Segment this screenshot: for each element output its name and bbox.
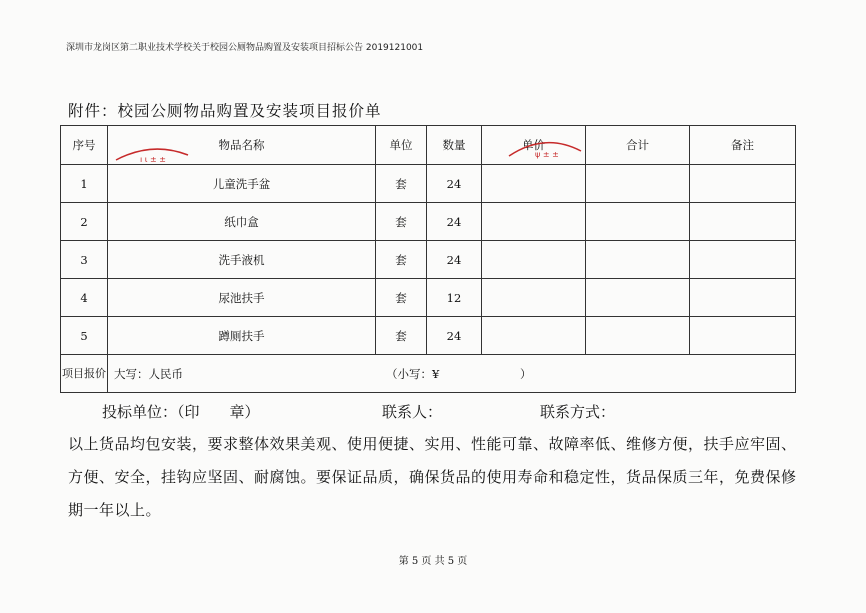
contact-method-label: 联系方式：	[540, 403, 616, 421]
cell-price	[482, 279, 586, 317]
table-row	[61, 317, 796, 355]
cell-name: 尿池扶手	[108, 279, 376, 317]
summary-row	[61, 355, 796, 393]
cell-total	[586, 279, 690, 317]
running-header: 深圳市龙岗区第二职业技术学校关于校园公厕物品购置及安装项目招标公告 2019121001	[66, 43, 424, 53]
cell-name: 洗手液机	[108, 241, 376, 279]
summary-uppercase: 大写：人民币	[114, 367, 183, 381]
cell-unit: 套	[376, 279, 427, 317]
column-header-name: 物品名称	[108, 126, 376, 165]
cell-no: 4	[61, 279, 108, 317]
cell-price	[482, 317, 586, 355]
table-header-row	[61, 126, 796, 165]
column-header-unit: 单位	[376, 126, 427, 165]
cell-note	[690, 279, 796, 317]
cell-qty: 24	[427, 317, 482, 355]
cell-no: 1	[61, 165, 108, 203]
svg-text:ψ ± ±: ψ ± ±	[535, 150, 559, 159]
cell-name: 儿童洗手盆	[108, 165, 376, 203]
cell-price	[482, 203, 586, 241]
cell-unit: 套	[376, 317, 427, 355]
summary-cell	[108, 355, 796, 393]
svg-text:ı ι ± ±: ı ι ± ±	[140, 155, 166, 164]
cell-name: 蹲厕扶手	[108, 317, 376, 355]
table-row	[61, 203, 796, 241]
requirements-note: 以上货品均包安装，要求整体效果美观、使用便捷、实用、性能可靠、故障率低、维修方便，扶手应牢固、方便、安全，挂钩应坚固、耐腐蚀。要保证品质，确保货品的使用寿命和稳定性，货品保质三年，免费保修期一年以上。	[68, 435, 797, 519]
cell-unit: 套	[376, 203, 427, 241]
column-header-qty: 数量	[427, 126, 482, 165]
column-header-total: 合计	[586, 126, 690, 165]
cell-total	[586, 317, 690, 355]
cell-unit: 套	[376, 165, 427, 203]
cell-qty: 24	[427, 241, 482, 279]
document-title: 附件：校园公厕物品购置及安装项目报价单	[68, 102, 382, 120]
cell-no: 2	[61, 203, 108, 241]
cell-qty: 24	[427, 203, 482, 241]
cell-note	[690, 241, 796, 279]
bidder-unit-label: 投标单位：（印 章）	[102, 403, 260, 421]
cell-unit: 套	[376, 241, 427, 279]
column-header-price: 单价	[482, 126, 586, 165]
cell-note	[690, 203, 796, 241]
cell-qty: 24	[427, 165, 482, 203]
column-header-note: 备注	[690, 126, 796, 165]
column-header-no: 序号	[61, 126, 108, 165]
table-row	[61, 241, 796, 279]
summary-label: 项目报价	[61, 355, 108, 393]
cell-note	[690, 317, 796, 355]
cell-price	[482, 165, 586, 203]
contact-person-label: 联系人：	[382, 403, 443, 421]
summary-lowercase: （小写：¥	[386, 367, 440, 381]
price-quote-table	[60, 125, 796, 393]
cell-note	[690, 165, 796, 203]
cell-no: 5	[61, 317, 108, 355]
cell-total	[586, 203, 690, 241]
cell-total	[586, 241, 690, 279]
page-number: 第 5 页 共 5 页	[398, 556, 468, 567]
cell-price	[482, 241, 586, 279]
cell-no: 3	[61, 241, 108, 279]
cell-name: 纸巾盒	[108, 203, 376, 241]
cell-total	[586, 165, 690, 203]
cell-qty: 12	[427, 279, 482, 317]
summary-lowercase-close: ）	[520, 367, 532, 381]
table-row	[61, 279, 796, 317]
table-row	[61, 165, 796, 203]
